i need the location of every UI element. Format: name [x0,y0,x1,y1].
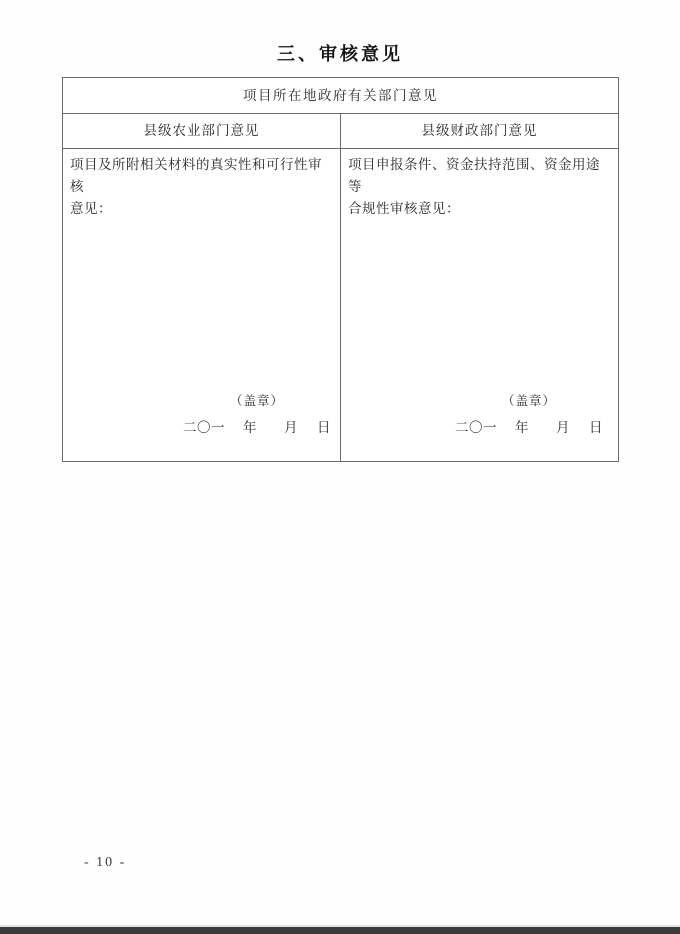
table-subheader-row [63,114,618,149]
date-year-label: 年 [243,420,257,435]
stamp-label: （盖章） [501,394,556,408]
column-header-agriculture-dept: 县级农业部门意见 [63,114,341,148]
agriculture-opinion-cell [63,149,341,461]
review-opinion-table [62,77,619,462]
table-merged-header: 项目所在地政府有关部门意见 [63,78,618,114]
date-line [455,416,603,436]
cell-text-line: 项目申报条件、资金扶持范围、资金用途等 [348,157,600,194]
cell-text-line: 意见： [70,201,112,216]
window-bottom-edge [0,925,680,934]
cell-text-line: 项目及所附相关材料的真实性和可行性审核 [70,157,322,194]
date-line [183,416,331,436]
stamp-date-block [183,391,331,436]
finance-opinion-cell [341,149,618,461]
date-era: 二〇一 [183,420,225,435]
stamp-date-block [455,391,603,436]
date-month-label: 月 [556,420,570,435]
cell-text-line: 合规性审核意见： [348,201,460,216]
date-era: 二〇一 [455,420,497,435]
page-number: - 10 - [84,855,127,870]
cell-prompt-text [70,154,333,220]
page-title: 三、审核意见 [277,44,403,64]
table-body-row [63,149,618,461]
date-day-label: 日 [317,420,331,435]
stamp-label: （盖章） [229,394,284,408]
date-month-label: 月 [284,420,298,435]
cell-prompt-text [348,154,611,220]
date-day-label: 日 [589,420,603,435]
column-header-finance-dept: 县级财政部门意见 [421,123,538,138]
date-year-label: 年 [515,420,529,435]
